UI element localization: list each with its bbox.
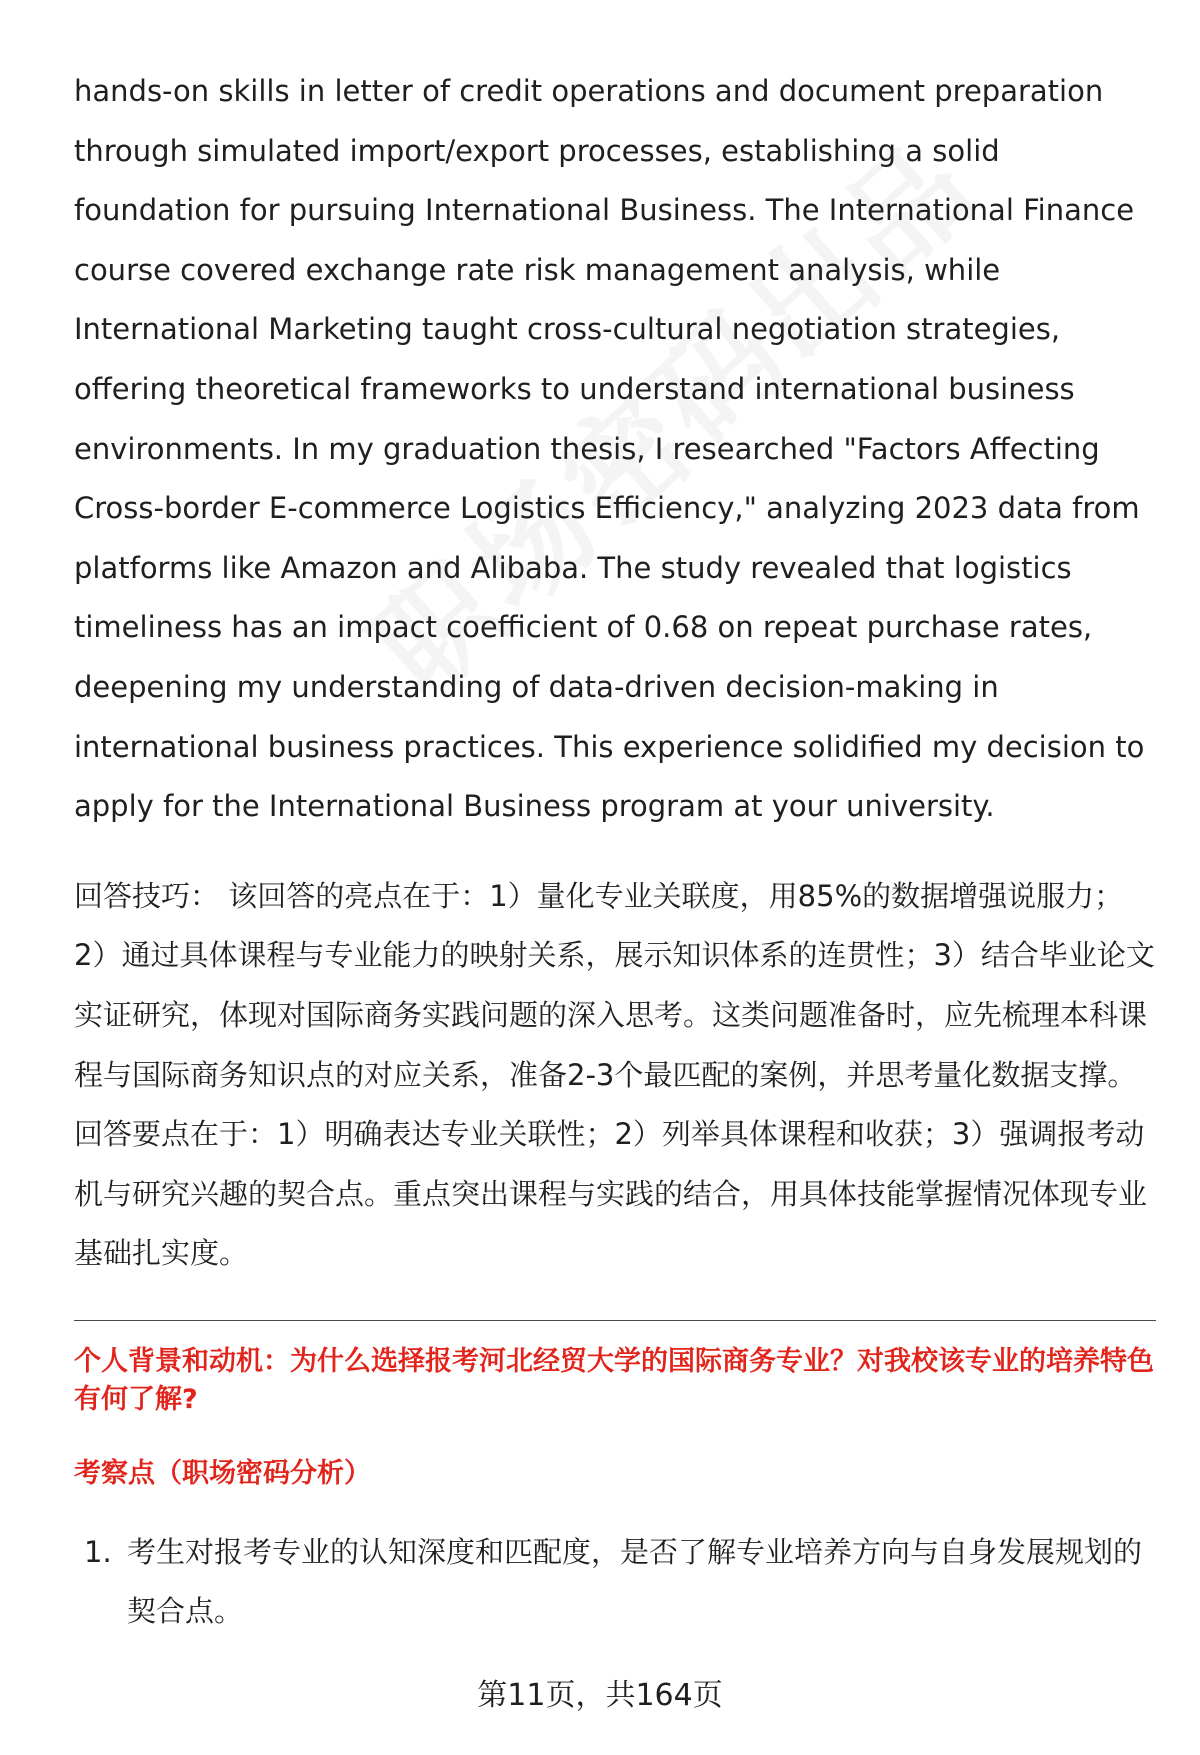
- page-content: [74, 62, 1156, 1642]
- list-item-number: 1.: [84, 1534, 112, 1569]
- list-item-text: 考生对报考专业的认知深度和匹配度，是否了解专业培养方向与自身发展规划的契合点。: [127, 1534, 1143, 1629]
- answer-paragraph-english: hands-on skills in letter of credit operations and document preparation through simulated import/export processes, establishing a solid foundation for pursuing International Business. The International Finance course covered exchange rate risk management analysis, while International Marketing taught cross-cultural negotiation strategies, offering theoretical frameworks to understand international business environments. In my graduation thesis, I researched "Factors Affecting Cross-border E-commerce Logistics Efficiency," analyzing 2023 data from platforms like Amazon and Alibaba. The study revealed that logistics timeliness has an impact coefficient of 0.68 on repeat purchase rates, deepening my understanding of data-driven decision-making in international business practices. This experience solidified my decision to apply for the International Business program at your university.: [74, 74, 1145, 824]
- answer-tip-paragraph: 回答技巧： 该回答的亮点在于：1）量化专业关联度，用85%的数据增强说服力；2）通过具体课程与专业能力的映射关系，展示知识体系的连贯性；3）结合毕业论文实证研究，体现对国际商务实践问题的深入思考。这类问题准备时，应先梳理本科课程与国际商务知识点的对应关系，准备2-3个最匹配的案例，并思考量化数据支撑。回答要点在于：1）明确表达专业关联性；2）列举具体课程和收获；3）强调报考动机与研究兴趣的契合点。重点突出课程与实践的结合，用具体技能掌握情况体现专业基础扎实度。: [74, 878, 1155, 1271]
- analysis-list: [74, 1523, 1156, 1642]
- section-divider: [74, 1320, 1156, 1321]
- analysis-section-heading: 考察点（职场密码分析）: [74, 1457, 371, 1489]
- list-item: [74, 1523, 1156, 1642]
- page-footer: 第11页，共164页: [477, 1678, 723, 1713]
- question-heading: 个人背景和动机：为什么选择报考河北经贸大学的国际商务专业？对我校该专业的培养特色有何了解?: [74, 1345, 1154, 1415]
